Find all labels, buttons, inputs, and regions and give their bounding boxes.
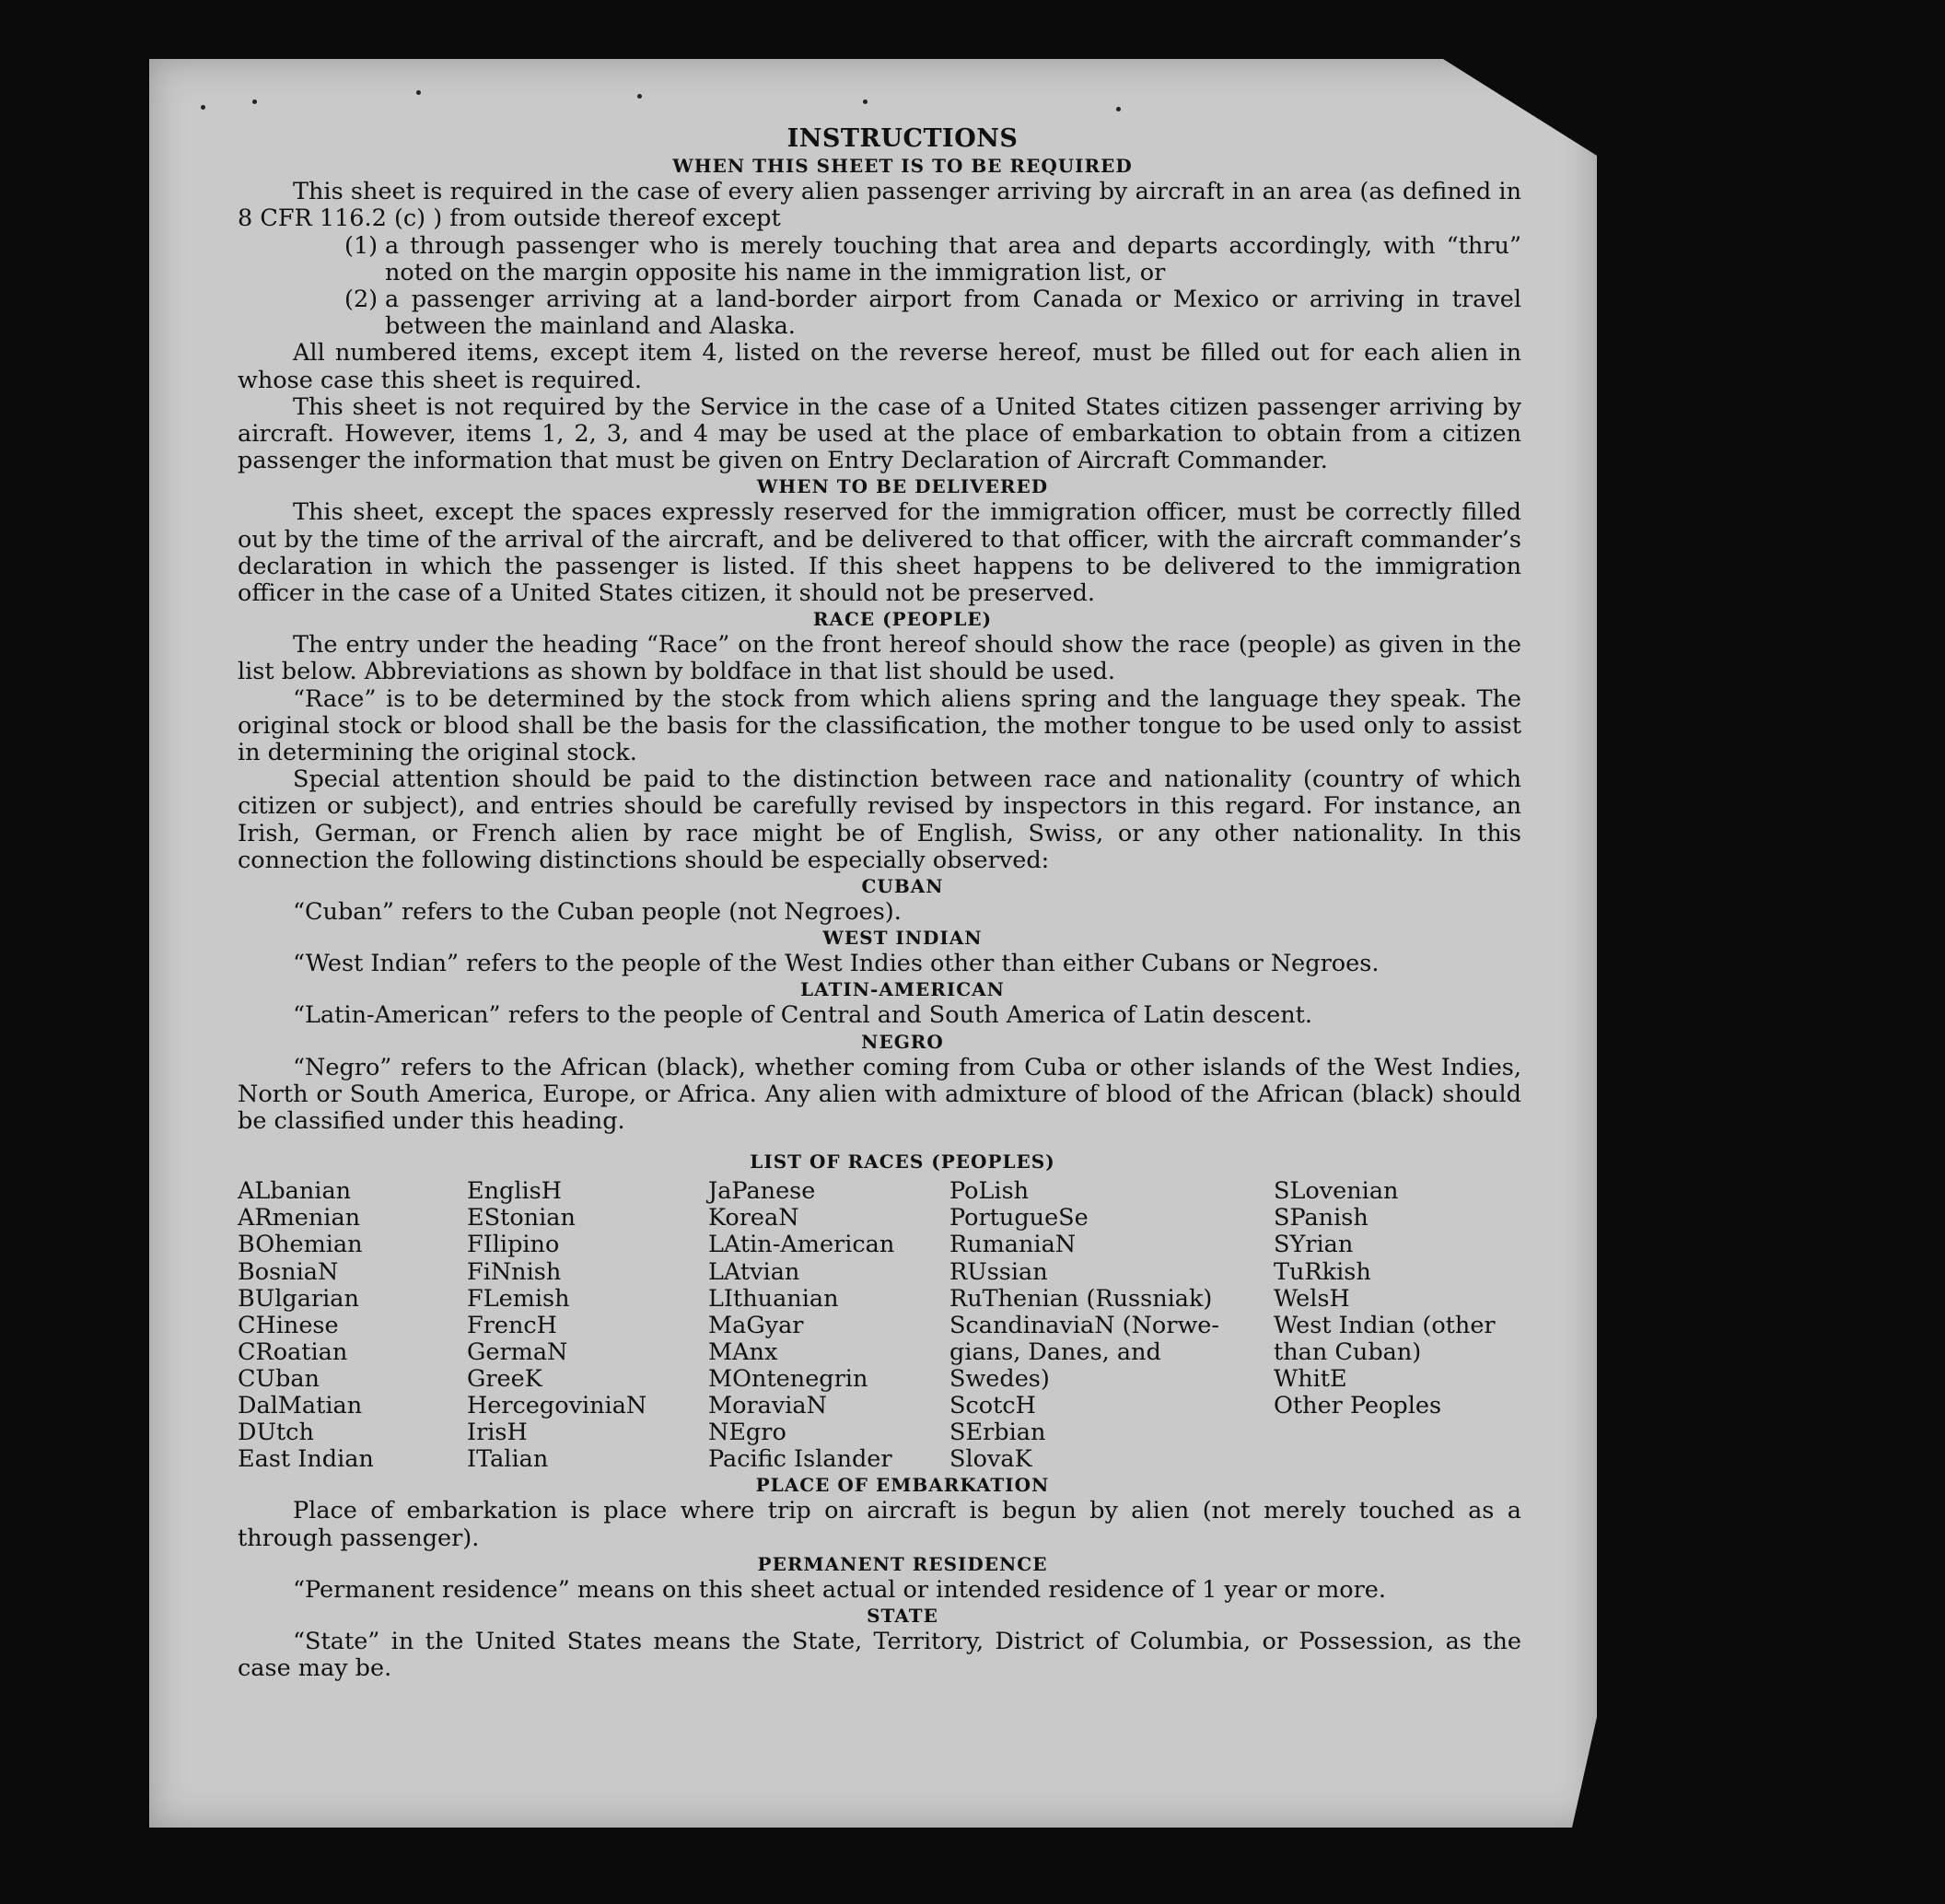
race-entry: GermaN	[467, 1337, 568, 1366]
paper-speck	[863, 99, 868, 104]
paper-speck	[201, 105, 205, 110]
heading-list-of-races: LIST OF RACES (PEOPLES)	[750, 1151, 1055, 1174]
race-entry: WhitE	[1274, 1364, 1347, 1393]
item-number: (1)	[344, 231, 379, 260]
race-entry: RuThenian (Russniak)	[949, 1284, 1213, 1313]
race-entry: LIthuanian	[708, 1284, 839, 1313]
heading-permanent-residence: PERMANENT RESIDENCE	[757, 1552, 1048, 1575]
race-entry: RumaniaN	[949, 1231, 1077, 1259]
race-entry: ALbanian	[238, 1177, 352, 1206]
race-entry: IrisH	[467, 1419, 528, 1447]
race-paragraph-1: The entry under the heading “Race” on the front hereof should show the race (people) as given in the list below. Abbreviations as shown by boldface in that list should be used.	[238, 631, 1521, 686]
races-column-5	[1274, 1178, 1521, 1473]
race-entry: Other Peoples	[1274, 1392, 1442, 1420]
race-entry: CRoatian	[238, 1337, 348, 1366]
race-entry: GreeK	[467, 1364, 542, 1393]
race-entry: LAtvian	[708, 1257, 800, 1286]
race-entry: EStonian	[467, 1204, 576, 1232]
races-column-1	[238, 1178, 467, 1473]
heading-cuban: CUBAN	[861, 875, 944, 898]
race-entry: NEgro	[708, 1419, 786, 1447]
race-paragraph-3: Special attention should be paid to the distinction between race and nationality (country of which citizen or subject), and entries should be carefully revised by inspectors in this regard. For instance, an Irish, German, or French alien by race might be of English, Swiss, or any other nationality. In this connection the following distinctions should be especially observed:	[238, 765, 1521, 874]
heading-race: RACE (PEOPLE)	[812, 608, 993, 631]
race-entry: RUssian	[949, 1257, 1048, 1286]
race-entry: JaPanese	[708, 1177, 816, 1206]
races-column-3	[708, 1178, 949, 1473]
race-entry: MaGyar	[708, 1311, 804, 1339]
race-entry: MoraviaN	[708, 1392, 827, 1420]
page-title: INSTRUCTIONS	[786, 124, 1019, 153]
heading-negro: NEGRO	[861, 1030, 944, 1053]
item-text: a through passenger who is merely touching that area and departs accordingly, with “thru” noted on the margin opposite his name in the immigration list, or	[385, 231, 1521, 286]
latin-american-text: “Latin-American” refers to the people of Central and South America of Latin descent.	[293, 1001, 1313, 1030]
negro-text: “Negro” refers to the African (black), whether coming from Cuba or other islands of the West Indies, North or South America, Europe, or Africa. Any alien with admixture of blood of the African (black) should be classified under this heading.	[238, 1053, 1521, 1136]
race-entry: FIlipino	[467, 1231, 560, 1259]
embarkation-text: Place of embarkation is place where trip on aircraft is begun by alien (not merely touched as a through passenger).	[238, 1497, 1521, 1552]
race-entry: FrencH	[467, 1311, 557, 1339]
west-indian-text: “West Indian” refers to the people of the West Indies other than either Cubans or Negroes.	[293, 950, 1380, 978]
heading-state: STATE	[867, 1604, 938, 1627]
race-entry: SPanish	[1274, 1204, 1368, 1232]
heading-delivered: WHEN TO BE DELIVERED	[756, 475, 1049, 498]
instructions-text	[238, 125, 1521, 1682]
race-entry: Swedes)	[949, 1364, 1050, 1393]
race-entry: SlovaK	[949, 1445, 1032, 1474]
race-entry: CUban	[238, 1364, 320, 1393]
race-entry: than Cuban)	[1274, 1337, 1422, 1366]
race-entry: EnglisH	[467, 1177, 562, 1206]
residence-text: “Permanent residence” means on this sheet actual or intended residence of 1 year or more.	[293, 1575, 1386, 1604]
race-entry: MAnx	[708, 1337, 778, 1366]
race-entry: FiNnish	[467, 1257, 562, 1286]
heading-west-indian: WEST INDIAN	[822, 927, 983, 950]
race-entry: DUtch	[238, 1419, 314, 1447]
exception-item-2	[344, 286, 1521, 340]
race-entry: ScotcH	[949, 1392, 1036, 1420]
heading-latin-american: LATIN-AMERICAN	[800, 978, 1005, 1001]
paper-speck	[637, 94, 642, 99]
race-entry: ARmenian	[238, 1204, 361, 1232]
required-paragraph-2: All numbered items, except item 4, listed on the reverse hereof, must be filled out for each alien in whose case this sheet is required.	[238, 339, 1521, 394]
race-entry: SLovenian	[1274, 1177, 1399, 1206]
race-entry: TuRkish	[1274, 1257, 1371, 1286]
race-entry: BOhemian	[238, 1231, 363, 1259]
race-entry: ITalian	[467, 1445, 549, 1474]
race-entry: West Indian (other	[1274, 1311, 1496, 1339]
race-entry: SYrian	[1274, 1231, 1354, 1259]
race-entry: HercegoviniaN	[467, 1392, 647, 1420]
race-entry: MOntenegrin	[708, 1364, 868, 1393]
paper-speck	[1116, 107, 1121, 111]
race-entry: East Indian	[238, 1445, 374, 1474]
heading-embarkation: PLACE OF EMBARKATION	[755, 1474, 1050, 1497]
race-entry: KoreaN	[708, 1204, 799, 1232]
delivered-paragraph: This sheet, except the spaces expressly reserved for the immigration officer, must be correctly filled out by the time of the arrival of the aircraft, and be delivered to that officer, with the aircraft commander’s declaration in which the passenger is listed. If this sheet happens to be delivered to the immigration officer in the case of a United States citizen, it should not be preserved.	[238, 498, 1521, 608]
race-entry: CHinese	[238, 1311, 339, 1339]
race-entry: LAtin-American	[708, 1231, 895, 1259]
item-text: a passenger arriving at a land-border airport from Canada or Mexico or arriving in travel between the mainland and Alaska.	[385, 286, 1521, 341]
race-entry: PortugueSe	[949, 1204, 1089, 1232]
races-column-2	[467, 1178, 708, 1473]
race-paragraph-2: “Race” is to be determined by the stock from which aliens spring and the language they speak. The original stock or blood shall be the basis for the classification, the mother tongue to be used only to assist in determining the original stock.	[238, 684, 1521, 767]
cuban-text: “Cuban” refers to the Cuban people (not Negroes).	[293, 898, 902, 927]
race-entry: PoLish	[949, 1177, 1030, 1206]
heading-required: WHEN THIS SHEET IS TO BE REQUIRED	[672, 155, 1133, 178]
race-entry: WelsH	[1274, 1284, 1350, 1313]
race-entry: DalMatian	[238, 1392, 363, 1420]
race-entry: BUlgarian	[238, 1284, 359, 1313]
race-entry: BosniaN	[238, 1257, 339, 1286]
race-entry: gians, Danes, and	[949, 1337, 1161, 1366]
race-entry: ScandinaviaN (Norwe-	[949, 1311, 1220, 1339]
item-number: (2)	[344, 286, 379, 314]
races-column-4	[949, 1178, 1274, 1473]
race-entry: Pacific Islander	[708, 1445, 892, 1474]
required-intro: This sheet is required in the case of every alien passenger arriving by aircraft in an area (as defined in 8 CFR 116.2 (c) ) from outside thereof except	[238, 178, 1521, 233]
exception-item-1	[344, 233, 1521, 286]
paper-speck	[252, 99, 257, 104]
state-text: “State” in the United States means the State, Territory, District of Columbia, or Possession, as the case may be.	[238, 1627, 1521, 1683]
races-list	[238, 1178, 1521, 1473]
race-entry: SErbian	[949, 1419, 1046, 1447]
required-paragraph-3: This sheet is not required by the Service in the case of a United States citizen passenger arriving by aircraft. However, items 1, 2, 3, and 4 may be used at the place of embarkation to obtain from a citizen passenger the information that must be given on Entry Declaration of Aircraft Commander.	[238, 392, 1521, 475]
paper-speck	[416, 90, 421, 95]
race-entry: FLemish	[467, 1284, 570, 1313]
